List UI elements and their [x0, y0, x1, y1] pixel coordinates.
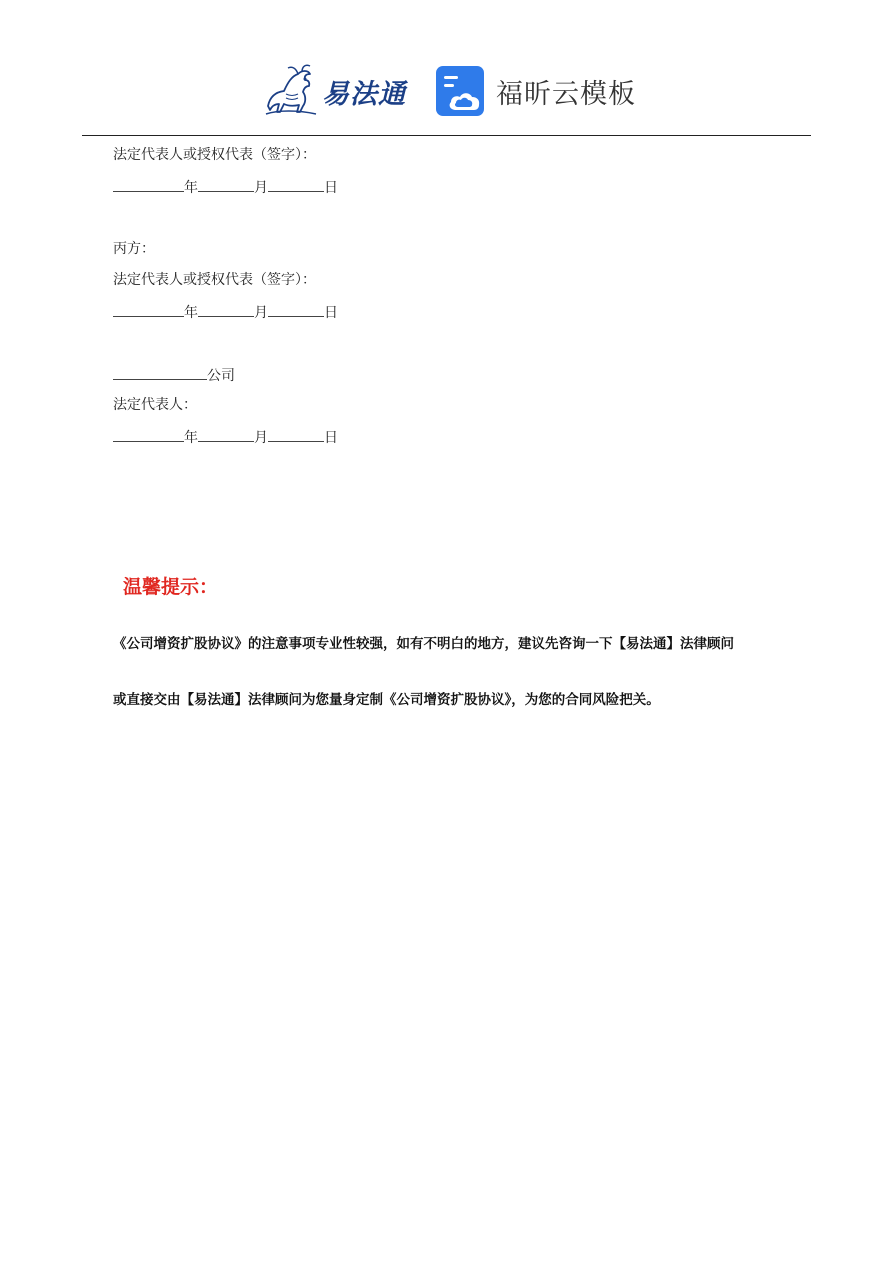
- tip-title: 温馨提示：: [123, 576, 219, 598]
- party-c-date-line: [113, 302, 338, 322]
- page-header: [0, 0, 893, 136]
- day-label: 日: [324, 305, 338, 321]
- yifatong-logo: [262, 62, 412, 120]
- year-blank: [113, 177, 184, 192]
- day-label: 日: [324, 180, 338, 196]
- yifatong-logo-text: 易法通: [322, 78, 406, 110]
- year-label: 年: [184, 430, 198, 446]
- day-blank: [268, 177, 324, 192]
- party-b-representative-label: 法定代表人或授权代表（签字）：: [113, 147, 316, 163]
- month-label: 月: [254, 305, 268, 321]
- cloud-document-icon: [434, 64, 488, 118]
- company-date-line: [113, 427, 338, 447]
- year-label: 年: [184, 180, 198, 196]
- year-blank: [113, 302, 184, 317]
- foxit-template-logo: [434, 64, 636, 118]
- month-blank: [198, 302, 254, 317]
- tip-text-line-1: 《公司增资扩股协议》的注意事项专业性较强，如有不明白的地方，建议先咨询一下【易法通】法律顾问: [113, 636, 734, 652]
- company-name-blank: [113, 365, 207, 380]
- month-blank: [198, 177, 254, 192]
- qilin-icon: [262, 62, 320, 120]
- header-divider: [82, 135, 811, 136]
- party-b-date-line: [113, 177, 338, 197]
- tip-text-line-2: 或直接交由【易法通】法律顾问为您量身定制《公司增资扩股协议》，为您的合同风险把关。: [113, 692, 660, 708]
- month-label: 月: [254, 430, 268, 446]
- year-label: 年: [184, 305, 198, 321]
- foxit-template-logo-text: 福昕云模板: [496, 78, 636, 110]
- company-suffix: 公司: [207, 368, 235, 384]
- party-c-label: 丙方：: [113, 241, 155, 257]
- day-blank: [268, 302, 324, 317]
- day-label: 日: [324, 430, 338, 446]
- month-blank: [198, 427, 254, 442]
- month-label: 月: [254, 180, 268, 196]
- day-blank: [268, 427, 324, 442]
- company-name-line: [113, 365, 235, 385]
- year-blank: [113, 427, 184, 442]
- legal-representative-label: 法定代表人：: [113, 397, 197, 413]
- party-c-representative-label: 法定代表人或授权代表（签字）：: [113, 272, 316, 288]
